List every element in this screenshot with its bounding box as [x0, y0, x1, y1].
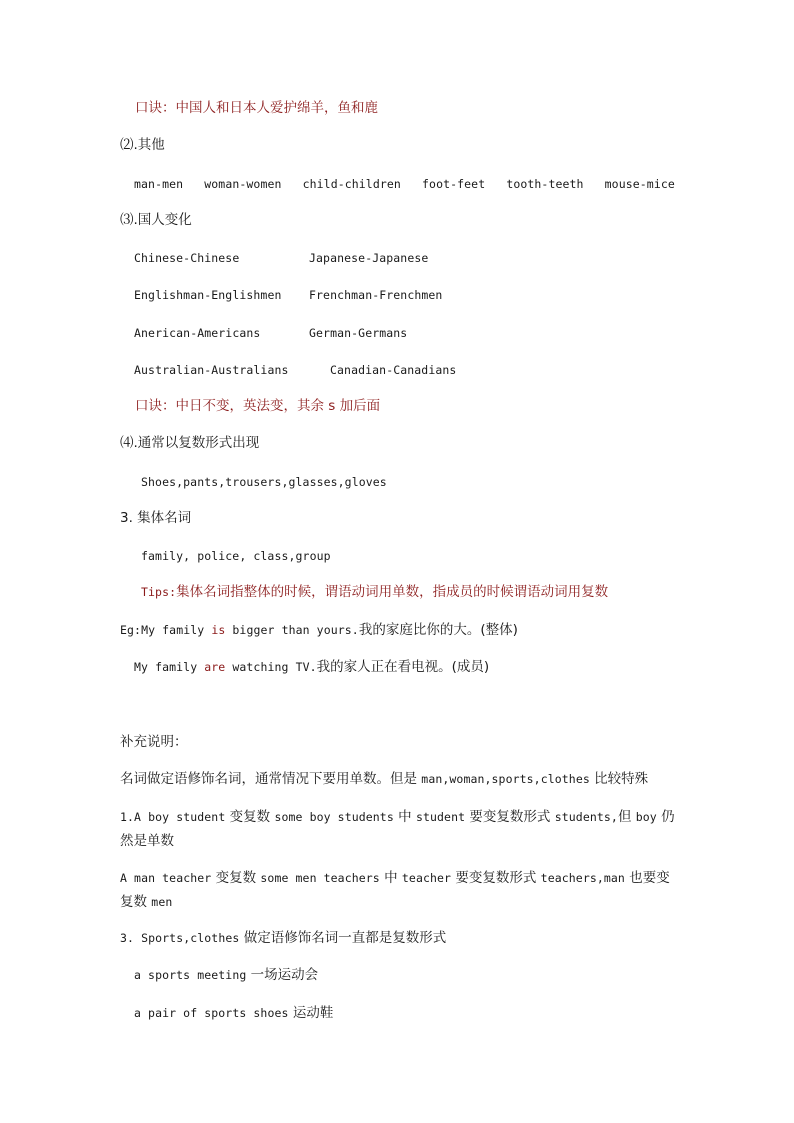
irregular-item: man-men: [134, 177, 184, 191]
point-text: 变复数: [225, 809, 275, 825]
point-text: teacher: [401, 871, 452, 885]
point-text: 要变复数形式: [465, 809, 555, 825]
example-sports-shoes: [134, 1004, 333, 1022]
point-text: student: [415, 810, 466, 824]
example-translation: 运动鞋: [288, 1005, 334, 1021]
point-text: students,: [554, 810, 618, 824]
point-text: A man teacher: [120, 871, 212, 885]
irregular-item: child-children: [302, 177, 401, 191]
point-text: some men teachers: [260, 871, 380, 885]
tips-line: [141, 583, 608, 601]
irregular-item: woman-women: [204, 177, 282, 191]
irregular-item: mouse-mice: [604, 177, 675, 191]
section-heading-plural-only: ⑷.通常以复数形式出现: [120, 435, 260, 451]
point-3: [120, 929, 446, 947]
example-2: [134, 658, 489, 676]
example-text: watching TV.: [225, 660, 317, 674]
nationality-left: Australian-Australians: [134, 363, 289, 377]
nationality-left: Anerican-Americans: [134, 326, 261, 340]
nationality-right: Canadian-Canadians: [330, 363, 457, 377]
example-1: [120, 621, 518, 639]
intro-text: 名词做定语修饰名词，通常情况下要用单数。但是: [120, 771, 422, 787]
point-1: [120, 805, 680, 853]
point-text: men: [151, 895, 173, 909]
example-text: My family: [134, 660, 205, 674]
point-text: 要变复数形式: [451, 870, 541, 886]
supplement-title: 补充说明：: [120, 734, 188, 750]
nationality-left: Chinese-Chinese: [134, 251, 240, 265]
mnemonic-2: 口诀：中日不变，英法变，其余 s 加后面: [135, 398, 381, 414]
nationality-left: Englishman-Englishmen: [134, 288, 282, 302]
collective-list: family, police, class,group: [141, 549, 331, 563]
point-2: [120, 866, 680, 914]
mnemonic-1: 口诀：中国人和日本人爱护绵羊，鱼和鹿: [135, 100, 378, 116]
example-text: Eg:My family: [120, 623, 212, 637]
example-verb: are: [204, 660, 226, 674]
point-text: 做定语修饰名词一直都是复数形式: [239, 930, 447, 946]
example-text: a pair of sports shoes: [134, 1006, 289, 1020]
point-text: 1.A boy student: [120, 810, 226, 824]
plural-only-list: Shoes,pants,trousers,glasses,gloves: [141, 475, 387, 489]
tips-prefix: Tips:: [141, 585, 177, 599]
nationality-right: Frenchman-Frenchmen: [309, 288, 443, 302]
point-text: 3. Sports,clothes: [120, 931, 240, 945]
intro-words: man,woman,sports,clothes: [421, 772, 590, 786]
nationality-right: Japanese-Japanese: [309, 251, 429, 265]
point-text: some boy students: [274, 810, 394, 824]
point-text: 中: [379, 870, 402, 886]
irregular-item: foot-feet: [422, 177, 486, 191]
section-heading-nationality: ⑶.国人变化: [120, 212, 192, 228]
irregular-plurals: [134, 175, 675, 193]
point-text: 变复数: [211, 870, 261, 886]
example-translation: 一场运动会: [246, 967, 319, 983]
example-sports-meeting: [134, 966, 318, 984]
example-translation: 我的家人正在看电视。(成员): [316, 659, 490, 675]
example-verb: is: [211, 623, 226, 637]
nationality-right: German-Germans: [309, 326, 408, 340]
point-text: boy: [635, 810, 657, 824]
tips-text: 集体名词指整体的时候，谓语动词用单数，指成员的时候谓语动词用复数: [176, 584, 609, 600]
point-text: 也要变复数: [120, 870, 670, 910]
irregular-item: tooth-teeth: [506, 177, 584, 191]
example-text: bigger than yours.: [225, 623, 359, 637]
example-translation: 我的家庭比你的大。(整体): [358, 622, 518, 638]
point-text: 中: [393, 809, 416, 825]
intro-text: 比较特殊: [589, 771, 649, 787]
example-text: a sports meeting: [134, 968, 247, 982]
point-text: teachers,man: [540, 871, 625, 885]
point-text: 但: [617, 809, 636, 825]
point-text: 仍然是单数: [120, 809, 675, 849]
supplement-intro: [120, 770, 648, 788]
section-heading-collective: 3. 集体名词: [120, 510, 192, 526]
section-heading-other: ⑵.其他: [120, 137, 165, 153]
